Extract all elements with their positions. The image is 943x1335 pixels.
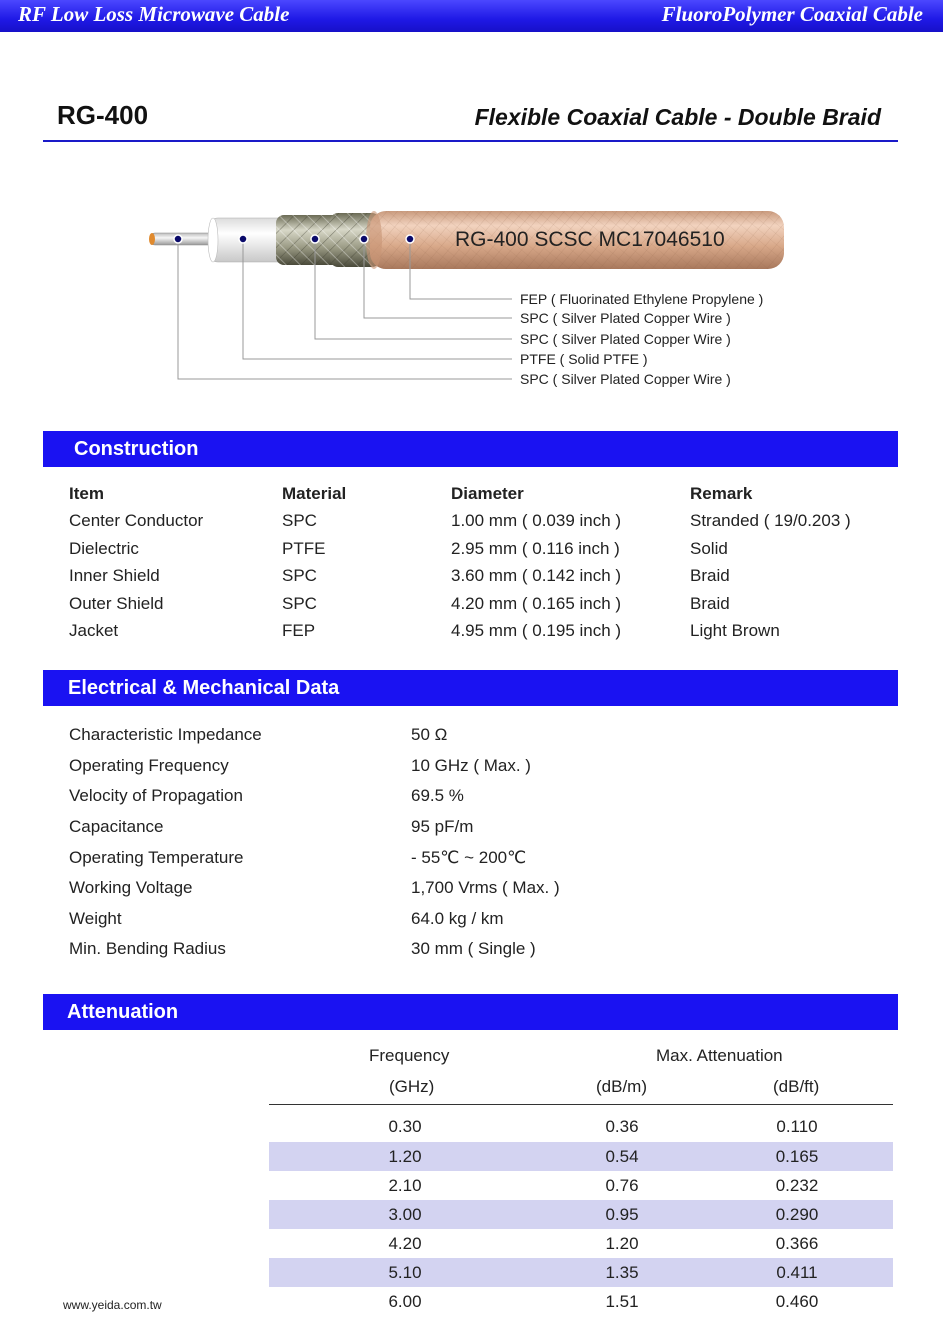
cell-frequency: 4.20	[388, 1234, 422, 1253]
table-row	[69, 508, 889, 536]
spec-label: Min. Bending Radius	[69, 939, 226, 959]
cell-remark: Light Brown	[690, 621, 780, 641]
title-divider	[43, 140, 898, 142]
table-row	[269, 1200, 893, 1229]
electrical-table	[69, 720, 560, 965]
frequency-unit: (GHz)	[389, 1077, 435, 1096]
cell-frequency: 3.00	[388, 1205, 422, 1224]
spec-value: 64.0 kg / km	[411, 908, 504, 928]
col-material: Material	[282, 483, 347, 503]
cell-item: Jacket	[69, 621, 119, 641]
cell-db-ft: 0.110	[776, 1117, 818, 1136]
cell-db-ft: 0.290	[775, 1205, 819, 1224]
spec-value: 69.5 %	[411, 786, 464, 806]
spec-value: - 55℃ ~ 200℃	[411, 847, 527, 867]
callout-inner-shield: SPC ( Silver Plated Copper Wire )	[520, 331, 731, 347]
cell-db-ft: 0.411	[776, 1263, 818, 1282]
unit-db-per-m: (dB/m)	[596, 1077, 647, 1096]
cell-diameter: 4.95 mm ( 0.195 inch )	[451, 621, 622, 641]
cell-diameter: 4.20 mm ( 0.165 inch )	[451, 593, 622, 613]
spec-label: Working Voltage	[69, 878, 193, 898]
cell-db-ft: 0.366	[775, 1234, 819, 1253]
spec-value: 1,700 Vrms ( Max. )	[411, 878, 560, 898]
spec-label: Velocity of Propagation	[69, 786, 243, 806]
cell-remark: Stranded ( 19/0.203 )	[690, 511, 851, 531]
category-title: RF Low Loss Microwave Cable	[18, 2, 290, 26]
cell-material: SPC	[282, 566, 317, 586]
top-banner	[0, 0, 943, 32]
frequency-label: Frequency	[369, 1046, 450, 1065]
table-row	[69, 873, 560, 904]
spec-label: Capacitance	[69, 817, 164, 837]
attenuation-title: Attenuation	[67, 1001, 179, 1023]
cell-db-ft: 0.232	[775, 1176, 819, 1195]
callout-outer-shield: SPC ( Silver Plated Copper Wire )	[520, 310, 731, 326]
cell-item: Inner Shield	[69, 566, 160, 586]
cell-diameter: 1.00 mm ( 0.039 inch )	[451, 511, 622, 531]
cell-remark: Solid	[690, 538, 728, 558]
cell-db-m: 1.20	[605, 1234, 639, 1253]
cell-frequency: 5.10	[388, 1263, 422, 1282]
attenuation-rule	[269, 1104, 893, 1105]
table-row	[69, 590, 889, 618]
cable-diagram	[0, 180, 943, 400]
cell-material: SPC	[282, 593, 317, 613]
cell-db-m: 0.36	[605, 1117, 639, 1136]
cell-db-m: 0.76	[605, 1176, 639, 1195]
website-link[interactable]: www.yeida.com.tw	[63, 1298, 162, 1312]
table-row	[269, 1229, 893, 1258]
table-row	[69, 618, 889, 646]
callout-dielectric: PTFE ( Solid PTFE )	[520, 351, 648, 367]
cell-item: Center Conductor	[69, 511, 204, 531]
spec-label: Operating Frequency	[69, 755, 229, 775]
cell-db-m: 1.35	[605, 1263, 639, 1282]
attenuation-header	[43, 994, 898, 1030]
cell-db-m: 0.54	[605, 1147, 639, 1166]
cell-material: PTFE	[282, 538, 326, 558]
table-row	[269, 1287, 893, 1316]
table-row	[69, 751, 560, 782]
product-subtitle: Flexible Coaxial Cable - Double Braid	[474, 104, 881, 130]
table-row	[69, 720, 560, 751]
table-row	[269, 1171, 893, 1200]
table-row	[269, 1112, 893, 1141]
cell-db-m: 0.95	[605, 1205, 639, 1224]
table-row	[269, 1142, 893, 1171]
spec-value: 10 GHz ( Max. )	[411, 755, 531, 775]
max-attenuation-label: Max. Attenuation	[656, 1046, 783, 1065]
cell-diameter: 3.60 mm ( 0.142 inch )	[451, 566, 622, 586]
cell-diameter: 2.95 mm ( 0.116 inch )	[451, 538, 620, 558]
col-diameter: Diameter	[451, 483, 524, 503]
table-row	[69, 781, 560, 812]
table-row	[69, 934, 560, 965]
cell-item: Dielectric	[69, 538, 139, 558]
cell-db-ft: 0.460	[775, 1292, 819, 1311]
table-row	[69, 812, 560, 843]
cell-frequency: 2.10	[388, 1176, 422, 1195]
callout-jacket: FEP ( Fluorinated Ethylene Propylene )	[520, 291, 764, 307]
unit-db-per-ft: (dB/ft)	[773, 1077, 820, 1096]
callout-center-conductor: SPC ( Silver Plated Copper Wire )	[520, 371, 731, 387]
cell-remark: Braid	[690, 566, 730, 586]
spec-value: 30 mm ( Single )	[411, 939, 536, 959]
table-row	[269, 1258, 893, 1287]
series-title: FluoroPolymer Coaxial Cable	[661, 2, 923, 26]
col-item: Item	[69, 483, 104, 503]
cell-material: FEP	[282, 621, 316, 641]
spec-value: 50 Ω	[411, 725, 448, 745]
construction-table	[69, 480, 889, 645]
cell-frequency: 1.20	[388, 1147, 422, 1166]
electrical-title: Electrical & Mechanical Data	[68, 677, 340, 699]
cable-print-text: RG-400 SCSC MC17046510	[455, 228, 725, 251]
table-row	[69, 904, 560, 935]
construction-title: Construction	[74, 438, 199, 460]
model-name: RG-400	[57, 100, 149, 130]
cell-db-m: 1.51	[605, 1292, 639, 1311]
table-row	[69, 842, 560, 873]
electrical-header	[43, 670, 898, 706]
construction-header-row	[69, 480, 889, 508]
table-row	[69, 535, 889, 563]
cell-item: Outer Shield	[69, 593, 164, 613]
construction-header	[43, 431, 898, 467]
table-row	[69, 563, 889, 591]
spec-value: 95 pF/m	[411, 817, 474, 837]
cell-frequency: 6.00	[388, 1292, 422, 1311]
spec-label: Characteristic Impedance	[69, 725, 262, 745]
col-remark: Remark	[690, 483, 753, 503]
cell-frequency: 0.30	[388, 1117, 422, 1136]
cell-remark: Braid	[690, 593, 730, 613]
spec-label: Weight	[69, 908, 122, 928]
cell-db-ft: 0.165	[775, 1147, 819, 1166]
spec-label: Operating Temperature	[69, 847, 244, 867]
cell-material: SPC	[282, 511, 317, 531]
